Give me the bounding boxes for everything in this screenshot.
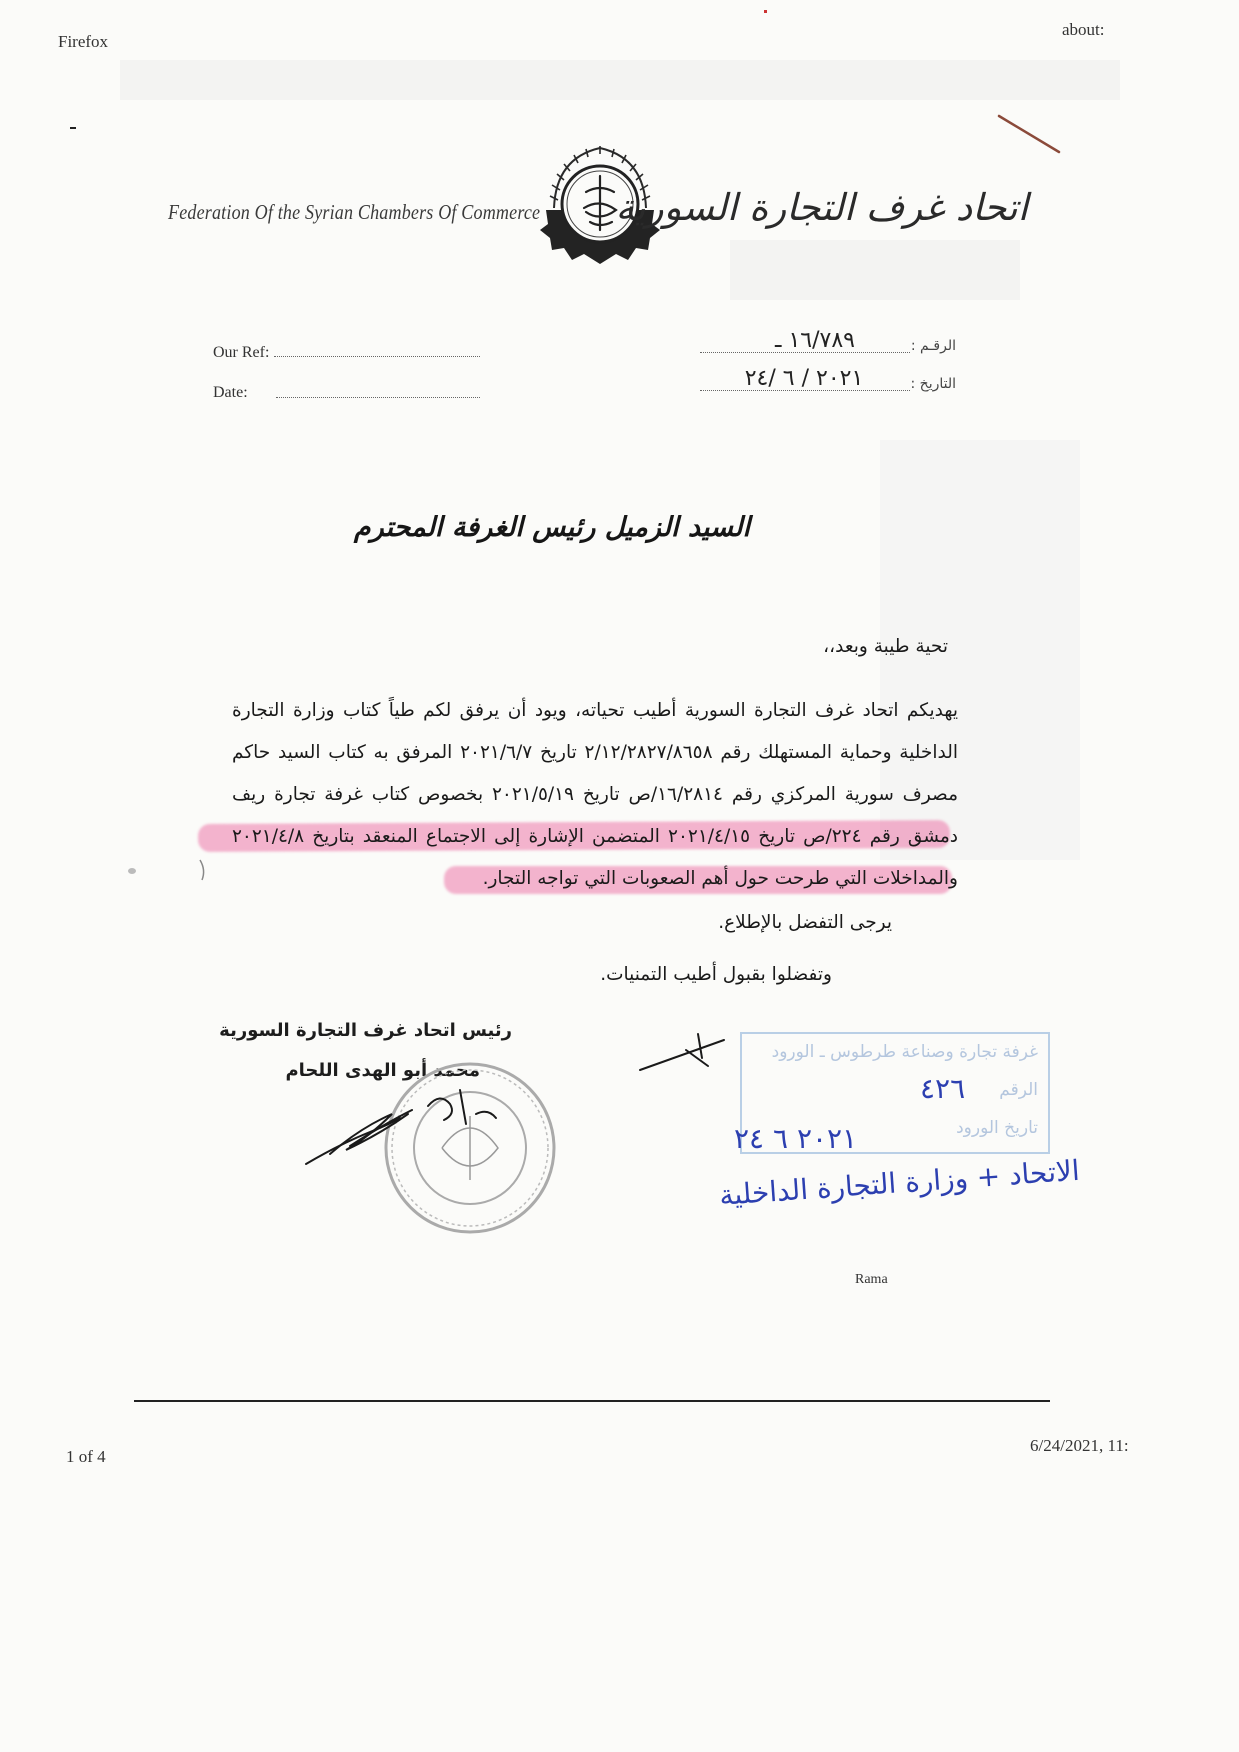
request-line: يرجى التفضل بالإطلاع. <box>718 912 892 933</box>
ref-label-ar: الرقـم : <box>910 338 956 354</box>
our-ref-label: Our Ref: <box>213 344 270 361</box>
scan-mark <box>70 127 76 129</box>
incoming-stamp-date-label: تاريخ الورود <box>956 1118 1038 1138</box>
body-line-5: والمداخلات التي طرحت حول أهم الصعوبات التي تواجه التجار. <box>482 868 958 889</box>
scan-showthrough <box>120 60 1120 100</box>
body-line-2: الداخلية وحماية المستهلك رقم ٢/١٢/٢٨٢٧/٨٦٥٨ تاريخ ٢٠٢١/٦/٧ المرفق به كتاب السيد حاكم <box>232 742 958 763</box>
handwritten-routing-note: الاتحاد + وزارة التجارة الداخلية <box>718 1153 1081 1212</box>
handwritten-signature-icon <box>300 1084 510 1174</box>
date-label: Date: <box>213 384 248 401</box>
scan-speck <box>128 868 136 874</box>
browser-app-name: Firefox <box>58 32 109 51</box>
closing-line: وتفضلوا بقبول أطيب التمنيات. <box>600 964 832 985</box>
scan-dot <box>764 10 767 13</box>
scan-showthrough-right <box>730 240 1020 300</box>
body-line-1: يهديكم اتحاد غرف التجارة السورية أطيب تحياته، ويود أن يرفق لكم طياً كتاب وزارة التجارة <box>232 700 958 721</box>
signatory-title: رئيس اتحاد غرف التجارة السورية <box>219 1020 512 1041</box>
body-line-3: مصرف سورية المركزي رقم ١٦/٢٨١٤/ص تاريخ ٢٠٢١/٥/١٩ بخصوص كتاب غرفة تجارة ريف <box>232 784 959 805</box>
date-line <box>276 397 480 398</box>
date-label-ar: التاريخ : <box>910 376 956 392</box>
page-count: 1 of 4 <box>66 1447 106 1466</box>
scan-speck-stroke <box>196 858 210 882</box>
ref-number-handwritten: ١٦/٧٨٩ ـ <box>775 328 855 353</box>
salutation: السيد الزميل رئيس الغرفة المحترم <box>353 512 750 543</box>
incoming-number-handwritten: ٤٢٦ <box>920 1072 966 1105</box>
signatory-name: محمد أبو الهدى اللحام <box>285 1060 480 1081</box>
incoming-date-handwritten: ٢٠٢١ ٦ ٢٤ <box>734 1122 858 1155</box>
greeting: تحية طيبة وبعد،، <box>823 636 948 657</box>
date-handwritten: ٢٠٢١ / ٦ /٢٤ <box>744 366 864 391</box>
org-name-ar: اتحاد غرف التجارة السورية <box>615 186 1028 229</box>
print-datetime: 6/24/2021, 11: <box>1030 1436 1129 1455</box>
our-ref-line <box>274 356 480 357</box>
incoming-stamp-number-label: الرقم <box>999 1080 1038 1100</box>
footer-rule <box>134 1400 1050 1402</box>
typist-initials: Rama <box>855 1272 888 1287</box>
org-name-en: Federation Of the Syrian Chambers Of Commerce <box>168 200 541 224</box>
pen-stroke-mark <box>995 112 1065 157</box>
incoming-stamp-header: غرفة تجارة وصناعة طرطوس ـ الورود <box>771 1042 1038 1062</box>
body-line-4: دمشق رقم ٢٢٤/ص تاريخ ٢٠٢١/٤/١٥ المتضمن الإشارة إلى الاجتماع المنعقد بتاريخ ٢٠٢١/٤/٨ <box>232 826 958 847</box>
browser-url: about: <box>1062 20 1105 39</box>
initials-mark-icon <box>636 1026 732 1076</box>
